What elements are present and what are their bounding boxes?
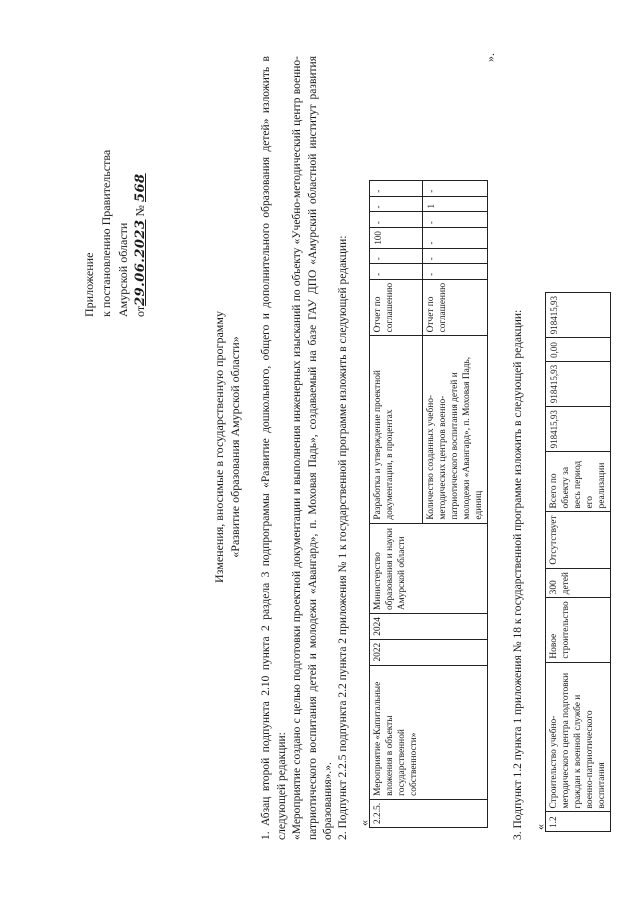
start-year: 2022	[370, 639, 488, 665]
activity-number: 2.2.5.	[370, 799, 488, 827]
landscape-page	[23, 32, 617, 872]
value-cell: 1	[423, 196, 488, 212]
activity-name: Мероприятие «Капитальные вложения в объекты государственной собственности»	[370, 665, 488, 799]
paragraph-3: 3. Подпункт 1.2 пункта 1 приложения № 18 к государственной программе изложить в следующей редакции:	[512, 309, 524, 840]
handwritten-number: 568	[133, 173, 148, 203]
indicator: Количество созданных учебно-методических центров военно-патриотического воспитания детей и молодежи «Авангард», п. Моховая Падь, единиц	[423, 336, 488, 523]
table1-close-quote: ».	[483, 53, 497, 62]
amount-cell: 918415,93	[546, 293, 611, 338]
handwritten-date: 29.06.2023	[133, 219, 148, 306]
table2-open-quote: «	[533, 824, 547, 830]
table-row	[546, 293, 611, 832]
object-status: Отсутствует	[546, 512, 611, 568]
amount-cell: 918415,93	[546, 407, 611, 452]
table1-open-quote: «	[357, 820, 371, 826]
object-number: 1.2	[546, 812, 611, 832]
number-prefix: №	[133, 205, 147, 217]
end-year: 2024	[370, 614, 488, 640]
date-prefix: от	[133, 305, 147, 317]
executor: Министерство образования и науки Амурской области	[370, 523, 488, 613]
approval-stamp	[81, 47, 149, 317]
value-cell: -	[370, 264, 423, 280]
value-cell: -	[423, 248, 488, 264]
title-line-1: Изменения, вносимые в государственную программу	[212, 311, 226, 583]
source: Отчет по соглашению	[370, 279, 423, 335]
value-cell: -	[370, 181, 423, 197]
indicator: Разработка и утверждение проектной документации, в процентах	[370, 336, 423, 523]
table-row	[370, 181, 423, 828]
value-cell: -	[423, 264, 488, 280]
source: Отчет по соглашению	[423, 279, 488, 335]
amount-cell: 0,00	[546, 338, 611, 362]
table-activity-2-2-5	[369, 180, 488, 828]
value-cell: -	[370, 248, 423, 264]
object-type: Новое строительство	[546, 598, 611, 662]
approval-line-2: к постановлению Правительства	[99, 149, 113, 317]
approval-date-number	[132, 47, 149, 317]
paragraph-1-quote: «Мероприятие создано с целью подготовки проектной документации и выполнения инженерных изысканий по объекту «Учебно-методический центр военно-патриотического воспитания детей и молодежи «Авангард», п. Моховая Падь», создаваемый на базе ГАУ ДПО «Амурский областной институт развития образования».».	[291, 56, 334, 840]
value-cell: -	[423, 212, 488, 228]
approval-line-1: Приложение	[82, 252, 96, 317]
value-cell: 100	[370, 228, 423, 249]
document-title	[211, 182, 243, 712]
table-object-1-2	[545, 292, 611, 832]
paragraph-1: 1. Абзац второй подпункта 2.10 пункта 2 раздела 3 подпрограммы «Развитие дошкольного, общего и дополнительного образования детей» изложить в следующей редакции:	[260, 56, 288, 840]
paragraph-2: 2. Подпункт 2.2.5 подпункта 2.2 пункта 2 приложения № 1 к государственной программе изложить в следующей редакции:	[337, 235, 349, 840]
value-cell: -	[370, 196, 423, 212]
total-row-label: Всего по объекту за весь период его реализации	[546, 452, 611, 512]
approval-line-3: Амурской области	[116, 222, 130, 317]
value-cell: -	[370, 212, 423, 228]
title-line-2: «Развитие образования Амурской области»	[228, 336, 242, 558]
object-capacity: 300 детей	[546, 568, 611, 598]
value-cell: -	[423, 228, 488, 249]
object-name: Строительство учебно-методического центра подготовки граждан к военной службе и военно-патриотического воспитания	[546, 662, 611, 812]
value-cell: -	[423, 181, 488, 197]
amount-cell: 918415,93	[546, 361, 611, 406]
